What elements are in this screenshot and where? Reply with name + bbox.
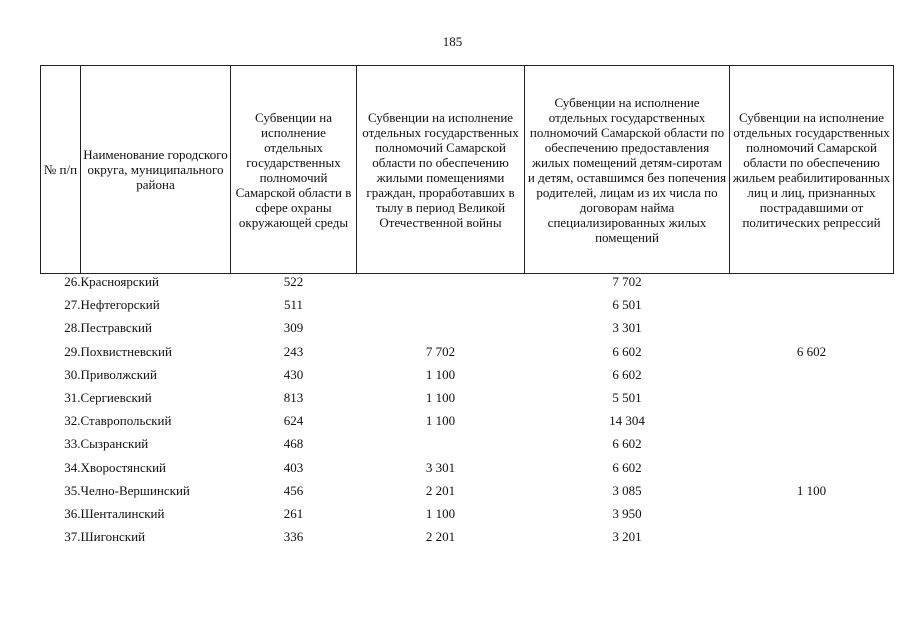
orphans-subsidy-value: 6 602 — [612, 366, 642, 382]
orphans-subsidy-value: 6 602 — [612, 343, 642, 359]
row-number: 29. — [64, 343, 81, 359]
orphans-subsidy-value: 6 501 — [612, 297, 642, 313]
table-row — [41, 367, 894, 390]
rear-workers-subsidy-value: 1 100 — [425, 505, 456, 521]
district-name: Сызранский — [80, 436, 149, 452]
environment-subsidy-value: 813 — [283, 389, 304, 405]
rehabilitated-subsidy-value — [730, 413, 894, 436]
header-row — [41, 66, 894, 274]
subsidies-table — [40, 65, 894, 552]
table-row — [41, 390, 894, 413]
environment-subsidy-value: 456 — [283, 482, 304, 498]
page-number: 185 — [442, 34, 463, 49]
orphans-subsidy-value: 3 085 — [612, 482, 642, 498]
table-row — [41, 460, 894, 483]
environment-subsidy-value: 309 — [283, 320, 304, 336]
rehabilitated-subsidy-value — [730, 529, 894, 552]
header-row-number: № п/п — [41, 66, 81, 274]
header-district-name: Наименование городского округа, муниципального района — [81, 66, 231, 274]
rehabilitated-subsidy-value: 6 602 — [796, 343, 827, 359]
table-header — [41, 66, 894, 274]
rear-workers-subsidy-value — [357, 320, 525, 343]
row-number: 31. — [64, 389, 81, 405]
orphans-subsidy-value: 14 304 — [609, 413, 645, 429]
row-number: 35. — [64, 482, 81, 498]
environment-subsidy-value: 243 — [283, 343, 304, 359]
environment-subsidy-value: 430 — [283, 366, 304, 382]
orphans-subsidy-value: 6 602 — [612, 436, 642, 452]
environment-subsidy-value: 336 — [283, 529, 304, 545]
rehabilitated-subsidy-value — [730, 274, 894, 298]
rear-workers-subsidy-value: 7 702 — [425, 343, 456, 359]
district-name: Сергиевский — [80, 389, 152, 405]
row-number: 33. — [64, 436, 81, 452]
orphans-subsidy-value: 3 201 — [612, 529, 642, 545]
rehabilitated-subsidy-value — [730, 320, 894, 343]
row-number: 27. — [64, 297, 81, 313]
rear-workers-subsidy-value — [357, 297, 525, 320]
table-row — [41, 344, 894, 367]
row-number: 28. — [64, 320, 81, 336]
rear-workers-subsidy-value: 2 201 — [425, 529, 456, 545]
row-number: 36. — [64, 505, 81, 521]
orphans-subsidy-value: 5 501 — [612, 389, 642, 405]
orphans-subsidy-value: 6 602 — [612, 459, 642, 475]
rehabilitated-subsidy-value — [730, 436, 894, 459]
rear-workers-subsidy-value: 1 100 — [425, 413, 456, 429]
district-name: Ставропольский — [80, 413, 172, 429]
district-name: Приволжский — [80, 366, 157, 382]
rehabilitated-subsidy-value — [730, 460, 894, 483]
rehabilitated-subsidy-value — [730, 367, 894, 390]
orphans-subsidy-value: 7 702 — [612, 274, 642, 289]
rehabilitated-subsidy-value — [730, 506, 894, 529]
row-number: 32. — [64, 413, 81, 429]
table-body — [41, 274, 894, 553]
table-row — [41, 274, 894, 298]
rear-workers-subsidy-value: 1 100 — [425, 389, 456, 405]
rear-workers-subsidy-value — [357, 274, 525, 298]
header-rehabilitated-housing-subsidy: Субвенции на исполнение отдельных государственных полномочий Самарской области по обеспечению жильем реабилитированных лиц и лиц, признанных пострадавшими от политических репрессий — [730, 66, 894, 274]
environment-subsidy-value: 511 — [283, 297, 304, 313]
environment-subsidy-value: 468 — [283, 436, 304, 452]
rear-workers-subsidy-value: 3 301 — [425, 459, 456, 475]
row-number: 34. — [64, 459, 81, 475]
table-row — [41, 506, 894, 529]
rehabilitated-subsidy-value — [730, 297, 894, 320]
orphans-subsidy-value: 3 950 — [612, 505, 642, 521]
district-name: Пестравский — [80, 320, 152, 336]
district-name: Красноярский — [80, 274, 159, 289]
district-name: Шенталинский — [80, 505, 165, 521]
rear-workers-subsidy-value: 1 100 — [425, 366, 456, 382]
district-name: Нефтегорский — [80, 297, 160, 313]
rear-workers-subsidy-value: 2 201 — [425, 482, 456, 498]
table-row — [41, 529, 894, 552]
rehabilitated-subsidy-value — [730, 390, 894, 413]
row-number: 37. — [64, 529, 81, 545]
rear-workers-subsidy-value — [357, 436, 525, 459]
district-name: Похвистневский — [80, 343, 172, 359]
table-row — [41, 297, 894, 320]
district-name: Хворостянский — [80, 459, 166, 475]
table-row — [41, 483, 894, 506]
header-environment-subsidy: Субвенции на исполнение отдельных государственных полномочий Самарской области в сфере охраны окружающей среды — [231, 66, 357, 274]
environment-subsidy-value: 624 — [283, 413, 304, 429]
district-name: Челно-Вершинский — [80, 482, 190, 498]
row-number: 26. — [64, 274, 81, 289]
header-orphans-housing-subsidy: Субвенции на исполнение отдельных государственных полномочий Самарской области по обеспечению предоставления жилых помещений детям-сиротам и детям, оставшимся без попечения родителей, лицам из их числа по договорам найма специализированных жилых помещений — [525, 66, 730, 274]
header-rear-workers-housing-subsidy: Субвенции на исполнение отдельных государственных полномочий Самарской области по обеспечению жилыми помещениями граждан, проработавших в тылу в период Великой Отечественной войны — [357, 66, 525, 274]
environment-subsidy-value: 403 — [283, 459, 304, 475]
table-row — [41, 436, 894, 459]
environment-subsidy-value: 522 — [283, 274, 304, 289]
row-number: 30. — [64, 366, 81, 382]
table-row — [41, 413, 894, 436]
table-row — [41, 320, 894, 343]
district-name: Шигонский — [80, 529, 146, 545]
environment-subsidy-value: 261 — [283, 505, 304, 521]
rehabilitated-subsidy-value: 1 100 — [796, 482, 827, 498]
orphans-subsidy-value: 3 301 — [612, 320, 642, 336]
